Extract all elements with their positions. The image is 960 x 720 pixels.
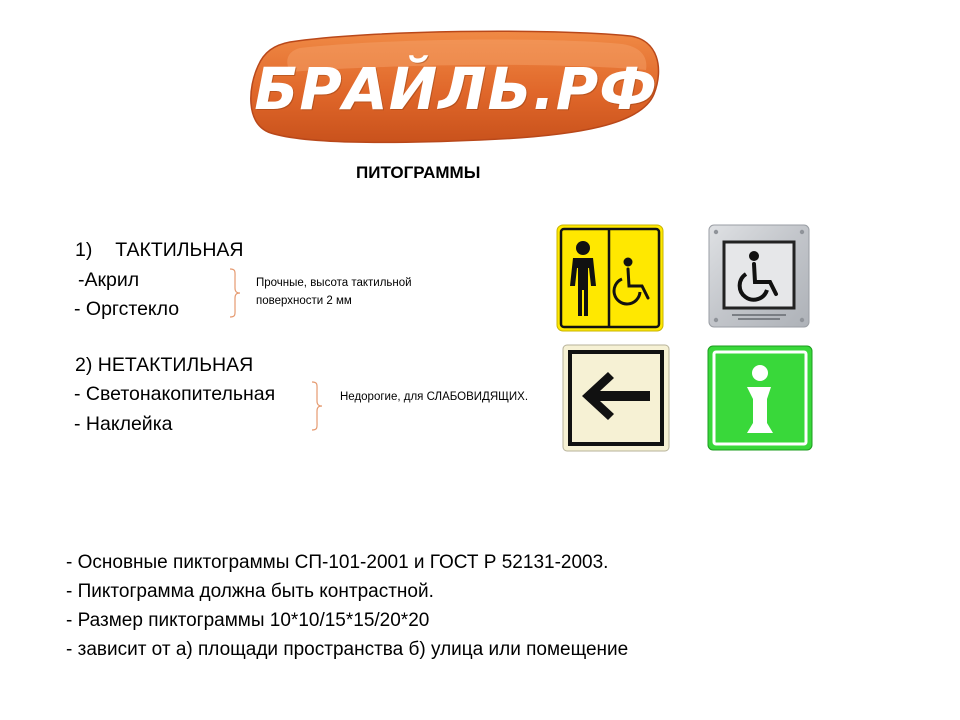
tactile-item-plexiglass: - Оргстекло [74,298,180,320]
nontactile-heading: 2) НЕТАКТИЛЬНАЯ [75,354,254,376]
nontactile-item-glow: - Светонакопительная [74,383,276,405]
tactile-note-line1: Прочные, высота тактильной [256,277,412,289]
bottom-note-size: - Размер пиктограммы 10*10/15*15/20*20 [66,610,430,631]
tactile-item-acrylic: -Акрил [78,269,140,291]
arrow-left-sign [562,344,670,452]
bottom-note-contrast: - Пиктограмма должна быть контрастной. [66,581,434,602]
wheelchair-metal-sign [708,224,810,328]
nontactile-note: Недорогие, для СЛАБОВИДЯЩИХ. [340,391,529,403]
bottom-note-standards: - Основные пиктограммы СП-101-2001 и ГОСТ Р 52131-2003. [66,552,609,573]
nontactile-item-sticker: - Наклейка [74,413,173,435]
brand-logo [250,28,662,146]
information-sign [707,345,813,451]
person-wheelchair-sign [556,224,664,332]
tactile-heading-number: 1) [75,239,93,261]
nontactile-brace [310,381,324,431]
page-title: ПИТОГРАММЫ [356,163,481,182]
tactile-brace [228,268,242,318]
tactile-heading [75,241,244,261]
tactile-note-line2: поверхности 2 мм [256,295,352,307]
bottom-note-depends: - зависит от а) площади пространства б) улица или помещение [66,639,629,660]
tactile-heading-text: ТАКТИЛЬНАЯ [115,239,244,261]
bottom-notes [66,548,628,664]
logo-text: БРАЙЛЬ.РФ [254,55,658,123]
tactile-note [256,274,412,310]
